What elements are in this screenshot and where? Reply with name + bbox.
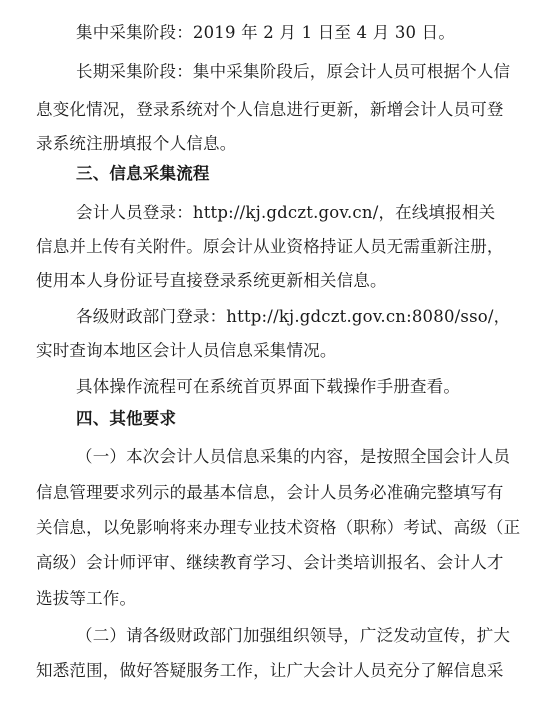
text-line: 具体操作流程可在系统首页界面下载操作手册查看。 [76, 377, 461, 396]
text-line: 各级财政部门登录：http://kj.gdczt.gov.cn:8080/sso/， [76, 307, 511, 326]
section-heading: 三、信息采集流程 [76, 164, 210, 183]
text-line: 使用本人身份证号直接登录系统更新相关信息。 [36, 271, 387, 290]
text-line: 长期采集阶段：集中采集阶段后，原会计人员可根据个人信 [76, 62, 511, 81]
text-line: 选拔等工作。 [36, 589, 137, 608]
text-line: 息变化情况，登录系统对个人信息进行更新，新增会计人员可登 [36, 100, 504, 119]
text-line: 信息管理要求列示的最基本信息，会计人员务必准确完整填写有 [36, 483, 504, 502]
text-line: 关信息，以免影响将来办理专业技术资格（职称）考试、高级（正 [36, 518, 521, 537]
text-line: 信息并上传有关附件。原会计从业资格持证人员无需重新注册， [36, 237, 504, 256]
text-line: 会计人员登录：http://kj.gdczt.gov.cn/，在线填报相关 [76, 203, 496, 222]
text-line: 录系统注册填报个人信息。 [36, 134, 237, 153]
text-line: 集中采集阶段：2019 年 2 月 1 日至 4 月 30 日。 [76, 23, 456, 42]
text-line: （二）请各级财政部门加强组织领导，广泛发动宣传，扩大 [76, 626, 511, 645]
text-line: （一）本次会计人员信息采集的内容，是按照全国会计人员 [76, 447, 511, 466]
text-line: 知悉范围，做好答疑服务工作，让广大会计人员充分了解信息采 [36, 661, 504, 680]
section-heading: 四、其他要求 [76, 409, 177, 428]
text-line: 高级）会计师评审、继续教育学习、会计类培训报名、会计人才 [36, 553, 504, 572]
text-line: 实时查询本地区会计人员信息采集情况。 [36, 341, 337, 360]
